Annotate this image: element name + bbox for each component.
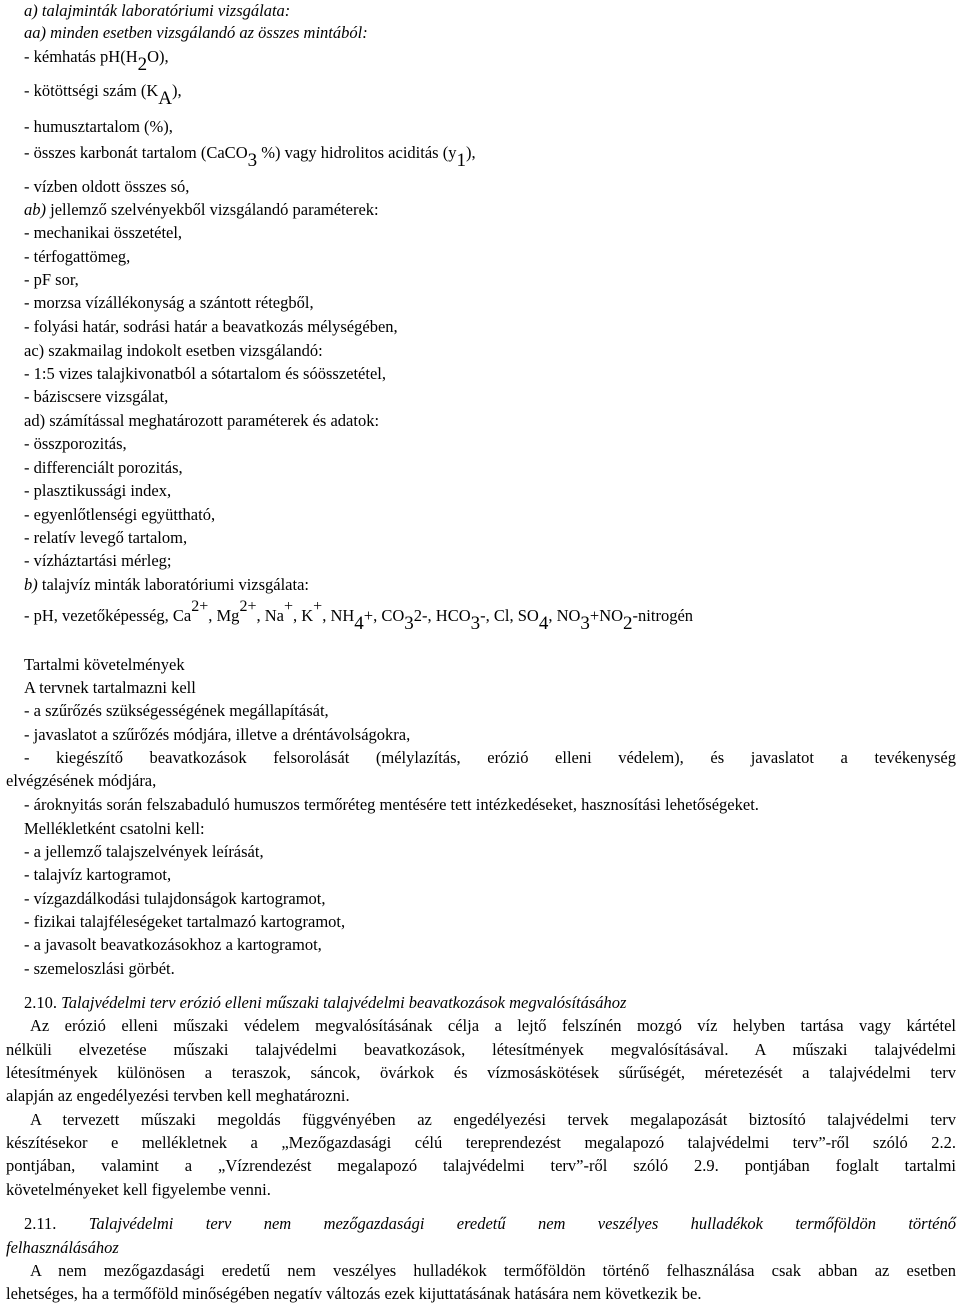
text-line: - vízgazdálkodási tulajdonságok kartogramot, [24,889,326,908]
text-line: - differenciált porozitás, [24,458,183,477]
text-line: Mellékletként csatolni kell: [24,819,205,838]
text-line: - a jellemző talajszelvények leírását, [24,842,264,861]
ion-text-segment: + [283,598,293,615]
text-line: - talajvíz kartogramot, [24,865,172,884]
section-heading-2-11: 2.11. Talajvédelmi terv nem mezőgazdasági eredetű nem veszélyes hulladékok termőföldön történő [24,1214,957,1233]
text-line: - javaslatot a szűrőzés módjára, illetve a dréntávolságokra, [24,725,411,744]
text-line: - morzsa vízállékonyság a szántott rétegből, [24,293,314,312]
ion-text-segment: , Na [256,606,284,625]
text-line: Az erózió elleni műszaki védelem megvalósításának célja a lejtő felszínén mozgó víz helyben tartása vagy kártétel [30,1016,956,1035]
text-line: - 1:5 vizes talajkivonatból a sótartalom és sóösszetétel, [24,364,386,383]
ion-text-segment: 2-, HCO [413,606,471,625]
text-line: - pF sor, [24,270,79,289]
text-line: készítésekor e mellékletnek a „Mezőgazdasági célú tereprendezést megalapozó talajvédelmi terv”-ről szóló 2.2. [6,1133,956,1152]
text-line: - a szűrőzés szükségességének megállapítását, [24,701,329,720]
text-line: - vízháztartási mérleg; [24,551,172,570]
text-line: nélküli elvezetése műszaki talajvédelmi beavatkozások, létesítmények megvalósításával. A műszaki talajvédelmi [6,1040,956,1059]
ion-text-segment: , K [293,606,314,625]
text-line: - a javasolt beavatkozásokhoz a kartogramot, [24,935,322,954]
ion-text-segment: 3 [580,613,590,634]
text-line: ac) szakmailag indokolt esetben vizsgálandó: [24,341,323,360]
section-heading: Tartalmi követelmények [24,655,185,674]
ion-text-segment: +, CO [363,606,405,625]
text-line: - mechanikai összetétel, [24,223,183,242]
text-line: - kémhatás pH(H2O), [24,47,169,75]
text-line: - ároknyitás során felszabaduló humuszos termőréteg mentésére tett intézkedéseket, hasznosítási lehetőségeket. [24,795,759,814]
ion-text-segment: , Mg [208,606,240,625]
text-line: - szemeloszlási görbét. [24,959,175,978]
ion-list-line [24,598,694,634]
text-line: a) talajminták laboratóriumi vizsgálata: [24,1,291,20]
ion-text-segment: 4 [538,613,549,634]
text-line: ad) számítással meghatározott paraméterek és adatok: [24,411,380,430]
text-line: követelményeket kell figyelembe venni. [6,1180,271,1199]
ion-text-segment: - pH, vezetőképesség, Ca [24,606,192,625]
ion-text-segment: 3 [404,613,414,634]
ion-text-segment: 3 [470,613,481,634]
ion-text-segment: -nitrogén [632,606,694,625]
text-line: - összporozitás, [24,434,127,453]
text-line: - fizikai talajféleségeket tartalmazó kartogramot, [24,912,346,931]
text-line: ab) jellemző szelvényekből vizsgálandó paraméterek: [24,200,379,219]
text-line: - relatív levegő tartalom, [24,528,188,547]
text-line: A nem mezőgazdasági eredetű nem veszélyes hulladékok termőföldön történő felhasználása csak abban az esetben [30,1261,956,1280]
ion-text-segment: 2+ [191,598,209,615]
ion-text-segment: + [313,598,323,615]
text-line: elvégzésének módjára, [6,771,157,790]
text-line: - folyási határ, sodrási határ a beavatkozás mélységében, [24,317,398,336]
text-line: - térfogattömeg, [24,247,131,266]
section-heading-2-11-cont: felhasználásához [6,1238,119,1257]
text-line: létesítmények különösen a teraszok, sáncok, övárkok és vízmosáskötések sűrűségét, méretezését a talajvédelmi terv [6,1063,956,1082]
text-line: alapján az engedélyezési tervben kell meghatározni. [6,1086,350,1105]
ion-text-segment: 2+ [239,598,257,615]
ion-text-segment: -, Cl, SO [480,606,539,625]
section-heading-2-10: 2.10. Talajvédelmi terv erózió elleni műszaki talajvédelmi beavatkozások megvalósításához [24,993,627,1012]
text-line: A tervnek tartalmazni kell [24,678,196,697]
ion-text-segment: 4 [354,613,364,634]
text-line: - kötöttségi szám (KA), [24,81,182,109]
text-line: b) talajvíz minták laboratóriumi vizsgálata: [24,575,309,594]
ion-text-segment: , NH [322,606,355,625]
ion-text-segment: 2 [623,613,633,634]
text-line: - összes karbonát tartalom (CaCO3 %) vagy hidrolitos aciditás (y1), [24,143,476,171]
text-line: - plasztikussági index, [24,481,172,500]
text-line: lehetséges, ha a termőföld minőségében negatív változás ezek kijuttatásának hatására nem következik be. [6,1284,702,1303]
text-line: - kiegészítő beavatkozások felsorolását (mélylazítás, erózió elleni védelem), és javaslatot a tevékenység [24,748,956,767]
text-line: pontjában, valamint a „Vízrendezést megalapozó talajvédelmi terv”-ről szóló 2.9. pontjában foglalt tartalmi [6,1156,956,1175]
ion-text-segment: , NO [548,606,581,625]
text-line: - báziscsere vizsgálat, [24,387,169,406]
text-line: aa) minden esetben vizsgálandó az összes mintából: [24,23,368,42]
text-line: A tervezett műszaki megoldás függvényében az engedélyezési tervek megalapozását biztosító talajvédelmi terv [30,1110,956,1129]
text-line: - vízben oldott összes só, [24,177,190,196]
text-line: - egyenlőtlenségi együttható, [24,505,216,524]
text-line: - humusztartalom (%), [24,117,173,136]
ion-text-segment: +NO [589,606,624,625]
